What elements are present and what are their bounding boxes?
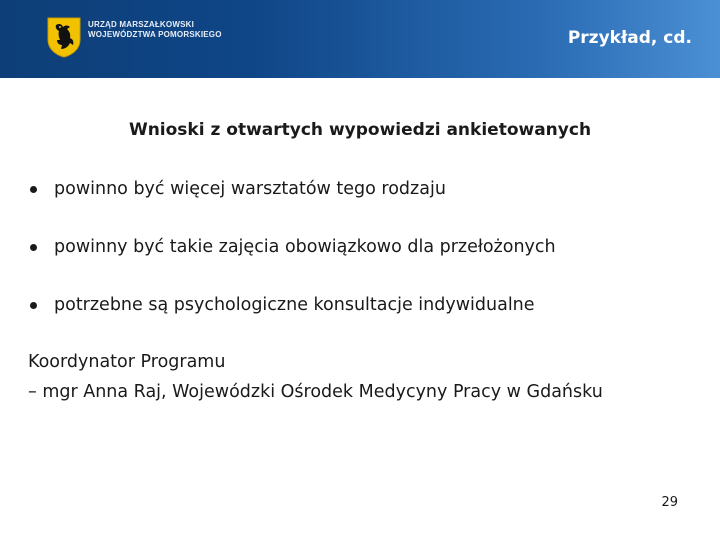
conclusions-list [30, 176, 556, 350]
coordinator-details: – mgr Anna Raj, Wojewódzki Ośrodek Medycyny Pracy w Gdańsku [28, 382, 603, 402]
griffin-coat-of-arms-icon [46, 16, 82, 58]
organization-name [88, 20, 222, 40]
list-item-text: potrzebne są psychologiczne konsultacje indywidualne [54, 295, 535, 315]
organization-name-line-2: WOJEWÓDZTWA POMORSKIEGO [88, 30, 222, 39]
coordinator-label: Koordynator Programu [28, 352, 226, 372]
bullet-icon [30, 244, 37, 251]
list-item [30, 176, 556, 234]
page-number: 29 [661, 495, 678, 510]
coordinator-info [28, 347, 603, 407]
header-bar [0, 0, 720, 78]
list-item-text: powinny być takie zajęcia obowiązkowo dla przełożonych [54, 237, 556, 257]
slide-title: Przykład, cd. [567, 28, 692, 48]
list-item [30, 234, 556, 292]
organization-name-line-1: URZĄD MARSZAŁKOWSKI [88, 20, 195, 29]
section-subtitle: Wnioski z otwartych wypowiedzi ankietowanych [128, 120, 592, 140]
list-item-text: powinno być więcej warsztatów tego rodzaju [54, 179, 446, 199]
bullet-icon [30, 186, 37, 193]
bullet-icon [30, 302, 37, 309]
list-item [30, 292, 556, 350]
